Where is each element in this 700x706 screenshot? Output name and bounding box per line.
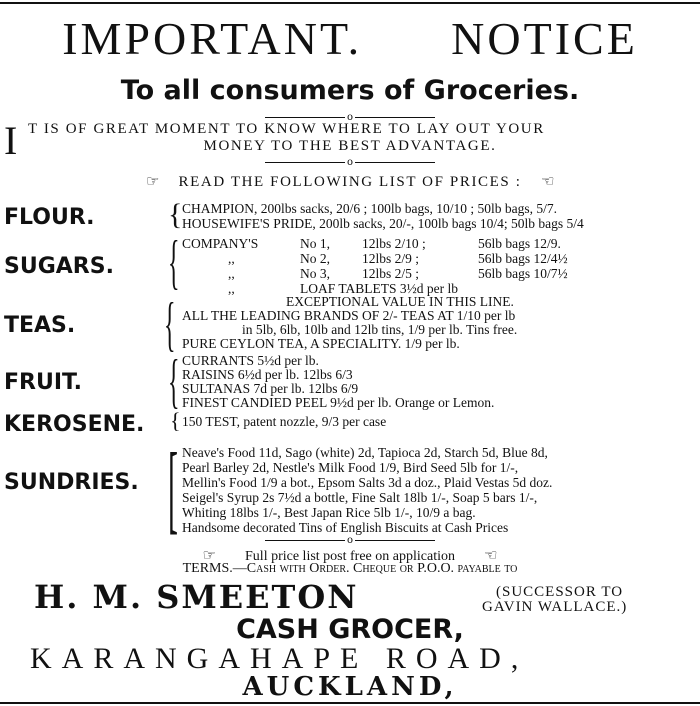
top-rule bbox=[0, 2, 700, 4]
merchant-name: H. M. SMEETON bbox=[34, 578, 359, 616]
bottom-rule bbox=[0, 702, 700, 704]
teas-line-2: ALL THE LEADING BRANDS OF 2/- TEAS AT 1/10 per lb bbox=[182, 308, 516, 323]
sundries-line-5: Whiting 18lbs 1/-, Best Japan Rice 5lb 1/-, 10/9 a bag. bbox=[182, 505, 476, 520]
terms-line: TERMS.—Cash with Order. Cheque or P.O.O. payable to bbox=[182, 561, 518, 576]
sugar-row-3-bag: 56lb bags 10/7½ bbox=[478, 266, 568, 281]
sugar-row-2-small: 12lbs 2/9 ; bbox=[362, 251, 420, 266]
kerosene-label: KEROSENE. bbox=[4, 412, 145, 437]
ornament-divider-2: o bbox=[0, 158, 700, 168]
teas-line-4: PURE CEYLON TEA, A SPECIALITY. 1/9 per lb. bbox=[182, 336, 460, 351]
sugar-row-1-small: 12lbs 2/10 ; bbox=[362, 236, 426, 251]
intro-line-1: T IS OF GREAT MOMENT TO KNOW WHERE TO LAY OUT YOUR bbox=[28, 121, 545, 137]
sugar-loaf-tablets: LOAF TABLETS 3½d per lb bbox=[300, 281, 459, 296]
teas-brace: { bbox=[164, 291, 176, 357]
teas-line-3: in 5lb, 6lb, 10lb and 12lb tins, 1/9 per lb. Tins free. bbox=[242, 322, 518, 337]
sugar-loaf-mark: ,, bbox=[228, 281, 235, 296]
sugar-row-1-brand: COMPANY'S bbox=[182, 236, 259, 251]
fruit-brace: { bbox=[168, 348, 180, 414]
successor-line-1: (SUCCESSOR TO bbox=[496, 584, 624, 600]
fruit-label: FRUIT. bbox=[4, 370, 83, 395]
sugar-row-1-bag: 56lb bags 12/9. bbox=[478, 236, 561, 251]
title-important: IMPORTANT. bbox=[62, 13, 363, 64]
ornament-divider-3: o bbox=[0, 536, 700, 546]
sugars-label: SUGARS. bbox=[4, 254, 114, 279]
read-text: READ THE FOLLOWING LIST OF PRICES : bbox=[178, 174, 522, 190]
sugar-row-2-brand: ,, bbox=[228, 251, 235, 266]
sundries-brace: [ bbox=[168, 432, 178, 543]
successor-line-2: GAVIN WALLACE.) bbox=[482, 599, 628, 615]
fruit-line-4: FINEST CANDIED PEEL 9½d per lb. Orange or Lemon. bbox=[182, 395, 495, 410]
flour-brace: { bbox=[168, 198, 183, 231]
kerosene-brace: { bbox=[170, 408, 181, 433]
sugar-row-2-bag: 56lb bags 12/4½ bbox=[478, 251, 568, 266]
sugar-row-3-brand: ,, bbox=[228, 266, 235, 281]
price-list-text: Full price list post free on application bbox=[245, 549, 455, 564]
pointing-hand-icon-3: ☞ bbox=[484, 546, 498, 564]
ornament-divider-1: o bbox=[0, 113, 700, 123]
subtitle: To all consumers of Groceries. bbox=[120, 75, 580, 106]
intro-drop-cap: I bbox=[4, 118, 18, 163]
flour-line-2: HOUSEWIFE'S PRIDE, 200lb sacks, 20/-, 100lb bags 10/4; 50lb bags 5/4 bbox=[182, 216, 584, 231]
teas-line-1: EXCEPTIONAL VALUE IN THIS LINE. bbox=[286, 294, 514, 309]
flour-line-1: CHAMPION, 200lbs sacks, 20/6 ; 100lb bags, 10/10 ; 50lb bags, 5/7. bbox=[182, 201, 558, 216]
read-line bbox=[0, 171, 700, 191]
road-address: KARANGAHAPE ROAD, bbox=[30, 642, 529, 675]
flour-label: FLOUR. bbox=[4, 205, 95, 230]
intro-line-2: MONEY TO THE BEST ADVANTAGE. bbox=[203, 138, 497, 154]
sugars-brace: { bbox=[168, 229, 180, 295]
sundries-line-4: Seigel's Syrup 2s 7½d a bottle, Fine Salt 18lb 1/-, Soap 5 bars 1/-, bbox=[182, 490, 538, 505]
sundries-line-1: Neave's Food 11d, Sago (white) 2d, Tapioca 2d, Starch 5d, Blue 8d, bbox=[182, 445, 548, 460]
sugar-row-2-no: No 2, bbox=[300, 251, 330, 266]
city-name: AUCKLAND, bbox=[242, 672, 458, 702]
sugar-row-3-small: 12lbs 2/5 ; bbox=[362, 266, 420, 281]
page-title bbox=[0, 12, 700, 66]
sundries-line-3: Mellin's Food 1/9 a bot., Epsom Salts 3d a doz., Plaid Vestas 5d doz. bbox=[182, 475, 553, 490]
sundries-line-2: Pearl Barley 2d, Nestle's Milk Food 1/9, Bird Seed 5lb for 1/-, bbox=[182, 460, 519, 475]
pointing-hand-icon: ☞ bbox=[145, 172, 160, 190]
fruit-line-2: RAISINS 6½d per lb. 12lbs 6/3 bbox=[182, 367, 353, 382]
cash-grocer: CASH GROCER, bbox=[236, 614, 464, 645]
kerosene-line: 150 TEST, patent nozzle, 9/3 per case bbox=[182, 414, 387, 429]
title-notice: NOTICE bbox=[451, 13, 638, 64]
pointing-hand-icon-right: ☞ bbox=[540, 172, 555, 190]
fruit-line-3: SULTANAS 7d per lb. 12lbs 6/9 bbox=[182, 381, 359, 396]
sundries-label: SUNDRIES. bbox=[4, 470, 139, 495]
sundries-line-6: Handsome decorated Tins of English Biscuits at Cash Prices bbox=[182, 520, 509, 535]
fruit-line-1: CURRANTS 5½d per lb. bbox=[182, 353, 319, 368]
pointing-hand-icon-2: ☞ bbox=[202, 546, 216, 564]
teas-label: TEAS. bbox=[4, 313, 76, 338]
sugar-row-1-no: No 1, bbox=[300, 236, 330, 251]
sugar-row-3-no: No 3, bbox=[300, 266, 330, 281]
